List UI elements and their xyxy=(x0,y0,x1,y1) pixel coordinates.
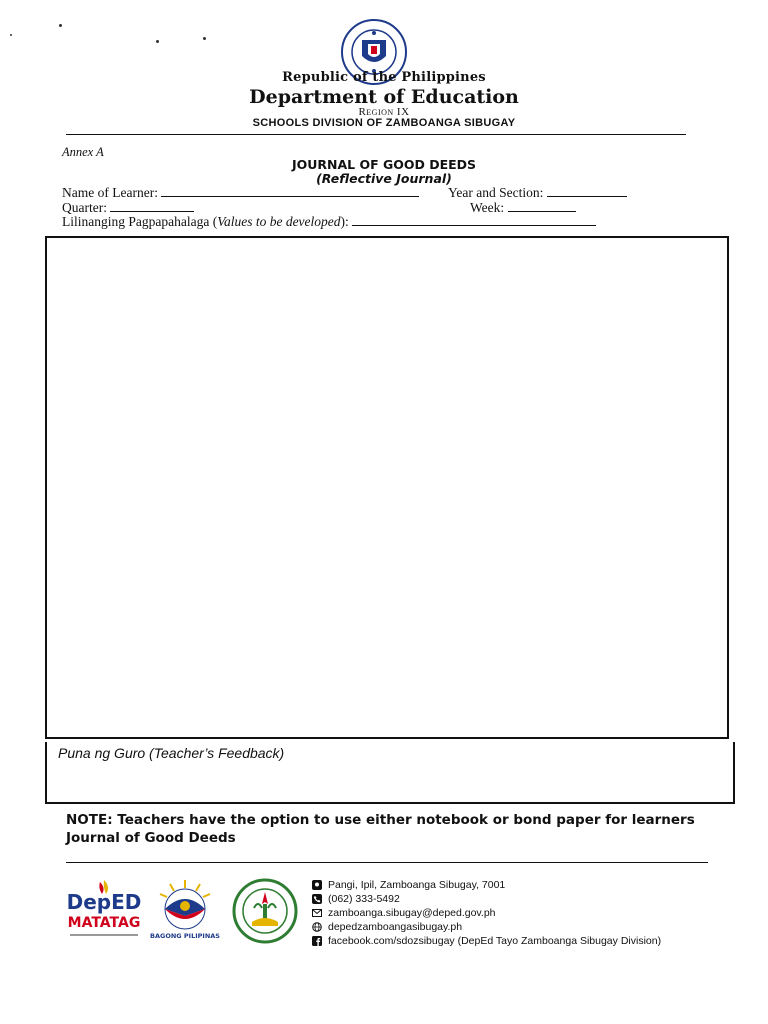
matatag-wordmark: MATATAG xyxy=(67,915,141,931)
deped-matatag-logo xyxy=(64,878,144,940)
footer-divider xyxy=(66,862,708,863)
contact-phone xyxy=(312,892,661,906)
division-heading: SCHOOLS DIVISION OF ZAMBOANGA SIBUGAY xyxy=(252,117,516,129)
name-of-learner-label: Name of Learner: xyxy=(62,185,158,200)
email-icon xyxy=(312,908,322,918)
location-icon xyxy=(312,880,322,890)
region-heading: Region IX xyxy=(358,106,410,118)
republic-heading: Republic of the Philippines xyxy=(282,70,486,85)
contact-facebook-text[interactable]: facebook.com/sdozsibugay (DepEd Tayo Zamboanga Sibugay Division) xyxy=(328,935,662,947)
journal-title: JOURNAL OF GOOD DEEDS xyxy=(291,157,477,172)
contact-list xyxy=(312,878,661,948)
values-field xyxy=(62,213,596,230)
schools-division-seal-logo xyxy=(232,878,298,944)
quarter-blank[interactable] xyxy=(110,199,194,212)
values-blank[interactable] xyxy=(352,213,596,226)
name-of-learner-blank[interactable] xyxy=(161,184,419,197)
scan-speck xyxy=(10,34,12,36)
journal-entry-box[interactable] xyxy=(45,236,729,739)
year-section-label: Year and Section: xyxy=(448,185,544,200)
week-blank[interactable] xyxy=(508,199,576,212)
department-heading: Department of Education xyxy=(249,86,519,108)
globe-icon xyxy=(312,922,322,932)
header-divider xyxy=(66,134,686,135)
teacher-feedback-label: Puna ng Guro (Teacher’s Feedback) xyxy=(58,745,285,761)
quarter-label: Quarter: xyxy=(62,200,107,215)
week-label: Week: xyxy=(470,200,505,215)
scan-speck xyxy=(156,40,159,43)
contact-address-text: Pangi, Ipil, Zamboanga Sibugay, 7001 xyxy=(328,879,506,891)
facebook-icon xyxy=(312,936,322,946)
year-section-blank[interactable] xyxy=(547,184,627,197)
bagong-pilipinas-emblem-icon xyxy=(150,876,220,932)
scan-speck xyxy=(59,24,62,27)
bagong-pilipinas-logo xyxy=(150,876,220,942)
scan-speck xyxy=(203,37,206,40)
contact-address xyxy=(312,878,661,892)
contact-website xyxy=(312,920,661,934)
bagong-pilipinas-wordmark: BAGONG PILIPINAS xyxy=(150,932,220,940)
journal-subtitle: (Reflective Journal) xyxy=(316,171,452,186)
contact-facebook xyxy=(312,934,661,948)
values-label-end: ): xyxy=(340,214,349,229)
contact-phone-text: (062) 333-5492 xyxy=(328,893,400,905)
contact-email-text[interactable]: zamboanga.sibugay@deped.gov.ph xyxy=(328,907,496,919)
phone-icon xyxy=(312,894,322,904)
logo-tagline-line xyxy=(70,934,138,936)
contact-website-text[interactable]: depedzamboangasibugay.ph xyxy=(328,921,463,933)
values-label-tagalog: Lilinanging Pagpapahalaga ( xyxy=(62,214,218,229)
note-text: NOTE: Teachers have the option to use either notebook or bond paper for learners Journal of Good Deeds xyxy=(66,812,695,846)
values-label-english: Values to be developed xyxy=(217,214,341,229)
deped-wordmark: DepED xyxy=(66,890,142,914)
annex-label: Annex A xyxy=(62,145,104,159)
contact-email xyxy=(312,906,661,920)
